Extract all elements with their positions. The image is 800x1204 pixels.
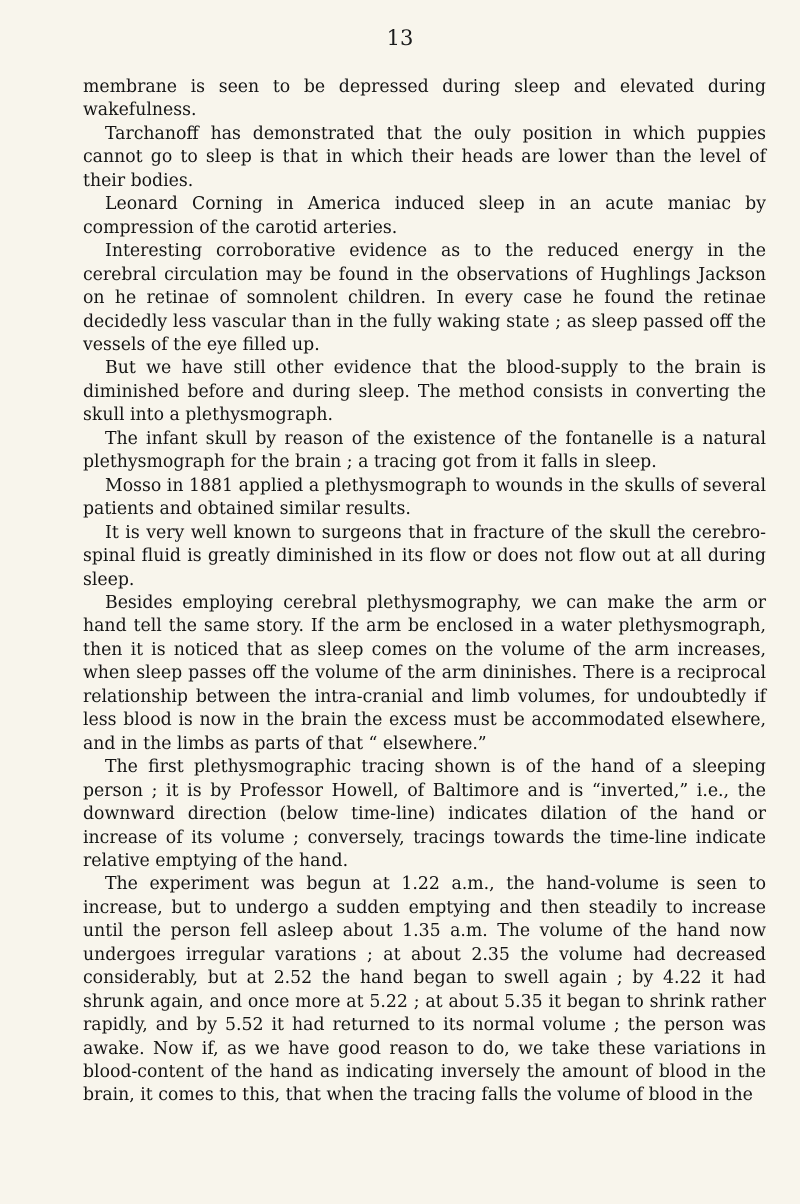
paragraph: Tarchanoff has demonstrated that the ouly position in which puppies cannot go to sleep is that in which their heads are lower than the level of their bodies. (83, 123, 766, 191)
paragraph: Interesting corroborative evidence as to the reduced energy in the cerebral circulation may be found in the observations of Hughlings Jackson on he retinae of somnolent children. In every case he found the retinae decidedly less vascular than in the fully waking state ; as sleep passed off the vessels of the eye filled up. (83, 241, 766, 355)
paragraph: The infant skull by reason of the existence of the fontanelle is a natural plethysmograph for the brain ; a tracing got from it falls in sleep. (83, 428, 766, 473)
paragraph: membrane is seen to be depressed during sleep and elevated during wakefulness. (83, 77, 766, 121)
paragraph: The experiment was begun at 1.22 a.m., the hand-volume is seen to increase, but to undergo a sudden emptying and then steadily to increase until the person fell asleep about 1.35 a.m. The volume of the hand now undergoes irregular varations ; at about 2.35 the volume had decreased considerably, but at 2.52 the hand began to swell again ; by 4.22 it had shrunk again, and once more at 5.22 ; at about 5.35 it began to shrink rather rapidly, and by 5.52 it had returned to its normal volume ; the person was awake. Now if, as we have good reason to do, we take these variations in blood-content of the hand as indicating inversely the amount of blood in the brain, it comes to this, that when the tracing falls the volume of blood in the (83, 874, 766, 1106)
paragraph: It is very well known to surgeons that in fracture of the skull the cerebro-spinal fluid is greatly diminished in its flow or does not flow out at all during sleep. (83, 522, 766, 590)
paragraph: Mosso in 1881 applied a plethysmograph to wounds in the skulls of several patients and obtained similar results. (83, 475, 766, 520)
paragraph: But we have still other evidence that the blood-supply to the brain is diminished before and during sleep. The method consists in converting the skull into a plethysmograph. (83, 358, 766, 426)
body-text (83, 76, 766, 1108)
paragraph: Leonard Corning in America induced sleep in an acute maniac by compression of the carotid arteries. (83, 194, 766, 238)
paragraph: Besides employing cerebral plethysmography, we can make the arm or hand tell the same story. If the arm be enclosed in a water plethysmograph, then it is noticed that as sleep comes on the volume of the arm increases, when sleep passes off the volume of the arm dininishes. There is a reciprocal relationship between the intra-cranial and limb volumes, for undoubtedly if less blood is now in the brain the excess must be accommodated elsewhere, and in the limbs as parts of that “ elsewhere.” (83, 592, 766, 754)
page-number: 13 (386, 26, 414, 50)
paragraph: The first plethysmographic tracing shown is of the hand of a sleeping person ; it is by Professor Howell, of Baltimore and is “inverted,” i.e., the downward direction (below time-line) indicates dilation of the hand or increase of its volume ; conversely, tracings towards the time-line indicate relative emptying of the hand. (83, 757, 766, 871)
